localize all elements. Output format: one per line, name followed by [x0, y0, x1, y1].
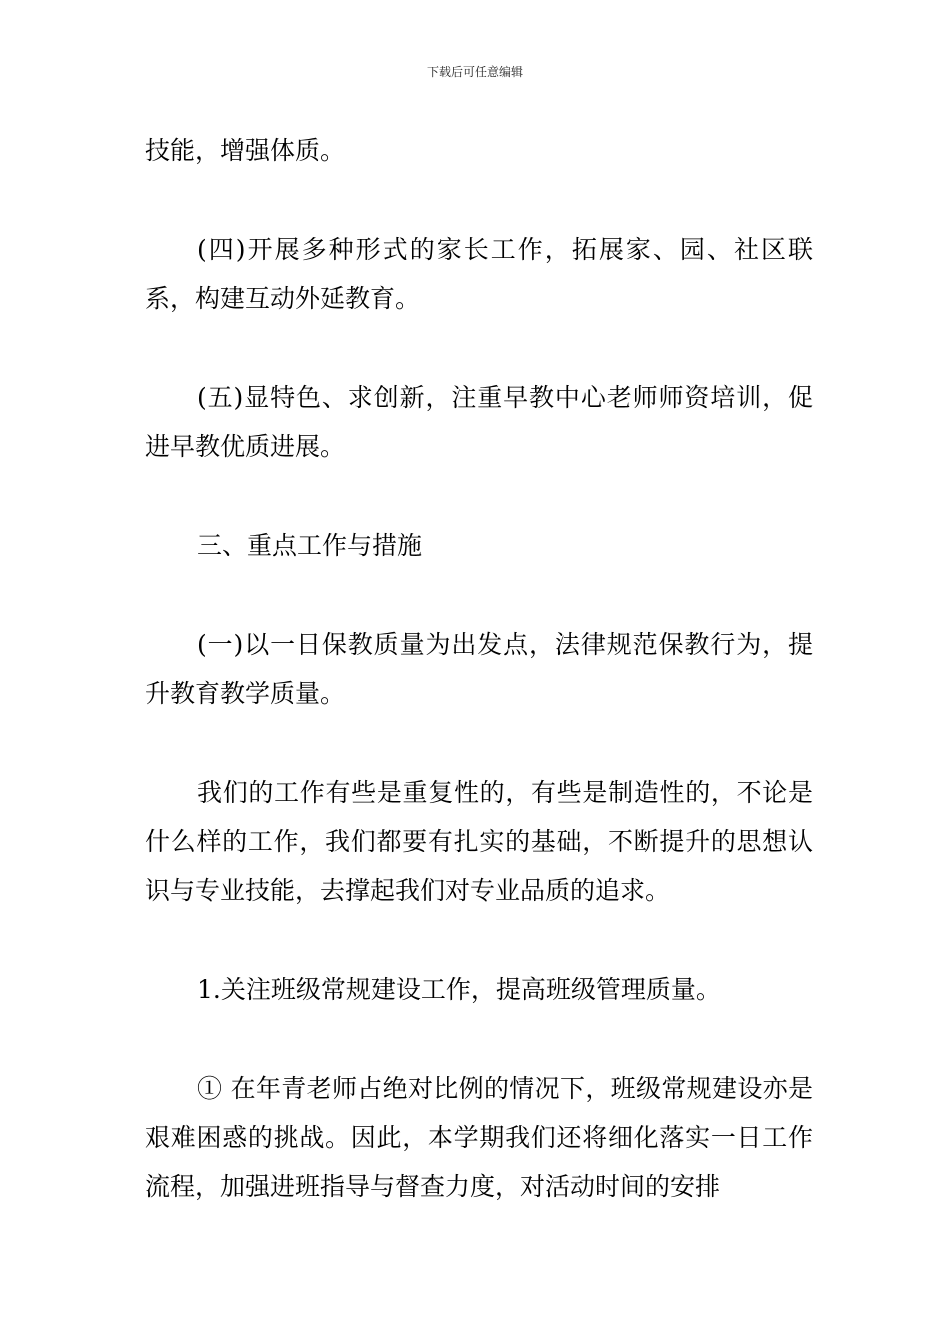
paragraph-gap: [145, 175, 813, 225]
paragraph-gap: [145, 1014, 813, 1064]
paragraph-gap: [145, 718, 813, 768]
paragraph-gap: [145, 471, 813, 521]
paragraph-1: 技能，增强体质。: [145, 136, 346, 165]
paragraph-2: (四)开展多种形式的家长工作，拓展家、园、社区联系，构建互动外延教育。: [145, 235, 813, 313]
paragraph-gap: [145, 915, 813, 965]
paragraph-7: ① 在年青老师占绝对比例的情况下，班级常规建设亦是艰难困惑的挑战。因此，本学期我们还将细化落实一日工作流程，加强进班指导与督查力度，对活动时间的安排: [145, 1074, 813, 1201]
paragraph-gap: [145, 323, 813, 373]
paragraph-5: 我们的工作有些是重复性的，有些是制造性的，不论是什么样的工作，我们都要有扎实的基础，不断提升的思想认识与专业技能，去撑起我们对专业品质的追求。: [145, 778, 813, 905]
paragraph-4: (一)以一日保教质量为出发点，法律规范保教行为，提升教育教学质量。: [145, 630, 813, 708]
document-body: [145, 126, 813, 1211]
section-heading: 三、重点工作与措施: [197, 531, 423, 560]
paragraph-gap: [145, 570, 813, 620]
paragraph-3: (五)显特色、求创新，注重早教中心老师师资培训，促进早教优质进展。: [145, 383, 813, 461]
page-header: 下载后可任意编辑: [426, 65, 523, 79]
paragraph-6: 1.关注班级常规建设工作，提高班级管理质量。: [197, 975, 721, 1004]
